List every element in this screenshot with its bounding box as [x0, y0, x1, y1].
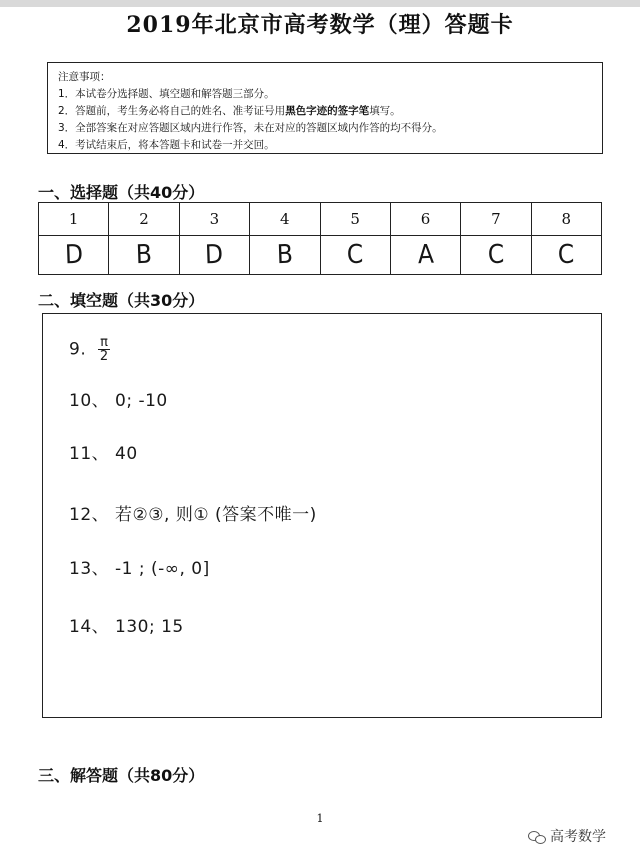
answer-row	[39, 236, 602, 275]
question-number: 3	[179, 203, 249, 236]
fill-answer-9: 9. $\frac{\pi}{2}$	[69, 335, 109, 364]
wechat-icon	[528, 831, 546, 844]
question-number: 8	[531, 203, 601, 236]
handwritten-answer: B	[276, 239, 294, 271]
section3-title: 三、解答题（共80分）	[38, 766, 205, 785]
question-number: 4	[250, 203, 320, 236]
section1-title: 一、选择题（共40分）	[38, 183, 205, 202]
notice-item-3: 3．全部答案在对应答题区域内进行作答，未在对应的答题区域内作答的均不得分。	[58, 122, 443, 134]
page-title: 2019年北京市高考数学（理）答题卡	[126, 12, 514, 38]
fill-answer-11: 11、 40	[69, 444, 138, 464]
notice-box	[47, 62, 603, 154]
answer-cell	[109, 236, 179, 275]
notice-item-2: 2．答题前，考生务必将自己的姓名、准考证号用黑色字迹的签字笔填写。	[58, 105, 401, 117]
notice-item-2-bold: 黑色字迹的签字笔	[285, 105, 370, 117]
notice-item-4: 4．考试结束后，将本答题卡和试卷一并交回。	[58, 139, 275, 151]
handwritten-answer: C	[346, 239, 364, 271]
fill-answer-10: 10、 0; -10	[69, 391, 168, 411]
handwritten-answer: A	[417, 239, 435, 271]
watermark-text: 高考数学	[550, 829, 606, 845]
fill-in-answer-box	[42, 313, 602, 718]
question-number: 6	[390, 203, 460, 236]
fill-answer-14: 14、 130; 15	[69, 617, 184, 637]
handwritten-answer: C	[487, 239, 505, 271]
answer-cell	[250, 236, 320, 275]
handwritten-answer: C	[557, 239, 575, 271]
answer-cell	[461, 236, 531, 275]
answer-cell	[39, 236, 109, 275]
top-edge-strip	[0, 0, 640, 7]
question-number: 7	[461, 203, 531, 236]
page-number: 1	[316, 812, 324, 825]
handwritten-answer: D	[204, 239, 224, 271]
question-number-row	[39, 203, 602, 236]
section2-title: 二、填空题（共30分）	[38, 291, 205, 310]
answer-cell	[390, 236, 460, 275]
fill-answer-13: 13、 -1 ; (-∞, 0]	[69, 559, 210, 579]
answer-cell	[531, 236, 601, 275]
fraction: $\frac{\pi}{2}$	[99, 335, 109, 364]
watermark	[528, 826, 606, 846]
notice-heading: 注意事项：	[58, 71, 111, 83]
question-number: 1	[39, 203, 109, 236]
handwritten-answer: B	[135, 239, 153, 271]
notice-item-1: 1．本试卷分选择题、填空题和解答题三部分。	[58, 88, 275, 100]
multiple-choice-table	[38, 202, 602, 275]
question-number: 2	[109, 203, 179, 236]
fill-answer-12: 12、 若②③, 则① (答案不唯一)	[69, 505, 317, 525]
answer-cell	[320, 236, 390, 275]
handwritten-answer: D	[64, 239, 84, 271]
question-number: 5	[320, 203, 390, 236]
answer-cell	[179, 236, 249, 275]
